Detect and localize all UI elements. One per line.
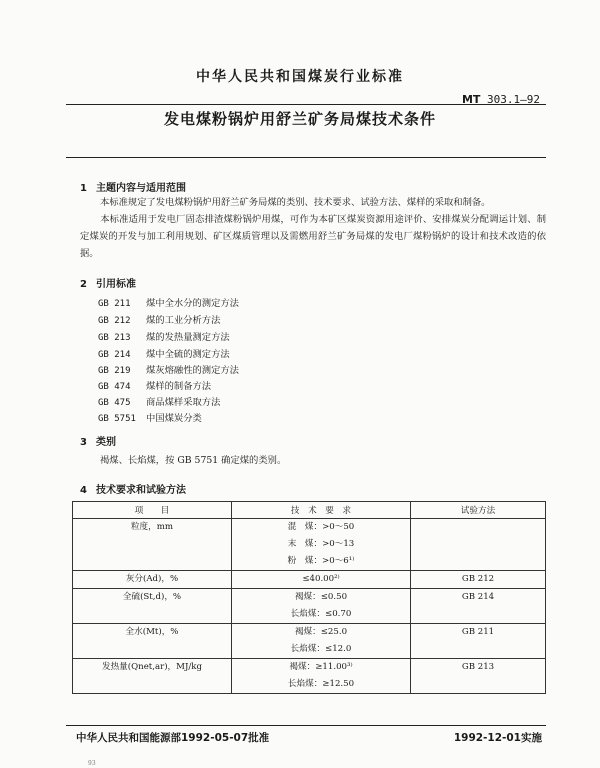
table-header-row: [73, 502, 546, 519]
table-header-requirement: 技 术 要 求: [232, 502, 411, 519]
section-4-title: 技术要求和试验方法: [96, 485, 186, 496]
reference-item: [98, 362, 239, 376]
reference-code: GB 211: [98, 299, 131, 309]
standard-code-prefix: MT: [461, 93, 481, 106]
reference-code: GB 475: [98, 398, 131, 408]
page-mark: 93: [88, 760, 96, 767]
table-cell-requirement: 褐煤：≥11.00³⁾: [289, 662, 353, 672]
section-3-text: 褐煤、长焰煤，按 GB 5751 确定煤的类别。: [100, 455, 287, 466]
reference-name: 中国煤炭分类: [146, 413, 202, 424]
reference-name: 煤的发热量测定方法: [146, 332, 230, 343]
section-4-heading: [80, 481, 186, 496]
table-cell-method: [415, 519, 541, 536]
reference-item: [98, 410, 202, 424]
technical-requirements-table: [72, 501, 546, 694]
reference-code: GB 213: [98, 333, 131, 343]
table-cell-item: 灰分(Ad)，%: [125, 574, 179, 584]
table-row: [73, 659, 546, 694]
reference-code: GB 5751: [98, 414, 136, 424]
table-cell-method: GB 212: [461, 574, 495, 584]
section-3-title: 类别: [96, 437, 116, 448]
reference-code: GB 212: [98, 316, 131, 326]
table-row: [73, 624, 546, 659]
effective-date: 1992-12-01实施: [453, 732, 542, 744]
table-cell-method: GB 214: [461, 592, 495, 602]
reference-code: GB 474: [98, 382, 131, 392]
table-cell-requirement: 粉 煤：>0～6¹⁾: [287, 556, 355, 566]
reference-item: [98, 329, 230, 343]
reference-item: [98, 346, 230, 360]
section-3-number: 3: [80, 437, 87, 448]
table-cell-requirement: 末 煤：>0～13: [287, 539, 355, 549]
reference-code: GB 214: [98, 350, 131, 360]
issuer-approval: 中华人民共和国能源部1992-05-07批准: [76, 732, 270, 744]
table-cell-item: 粒度，mm: [130, 522, 174, 532]
table-cell-requirement: 长焰煤：≤12.0: [290, 644, 352, 654]
document-title: 发电煤粉锅炉用舒兰矿务局煤技术条件: [163, 110, 436, 128]
section-1-paragraph-2-text: 本标准适用于发电厂固态排渣煤粉锅炉用煤，可作为本矿区煤炭资源用途评价、安排煤炭分配调运计划、制定煤炭的开发与加工利用规划、矿区煤质管理以及需燃用舒兰矿务局煤的发电厂煤粉锅炉的设计和技术改造的依据。: [80, 214, 546, 259]
table-cell-requirement: ≤40.00²⁾: [302, 574, 340, 584]
table-cell-item: 发热量(Qnet,ar)，MJ/kg: [101, 662, 202, 672]
header-divider: [66, 104, 546, 105]
table-cell-method: GB 213: [461, 662, 495, 672]
reference-item: [98, 312, 220, 326]
section-1-paragraph-1-text: 本标准规定了发电煤粉锅炉用舒兰矿务局煤的类别、技术要求、试验方法、煤样的采取和制备。: [100, 197, 491, 208]
table-cell-item: 全水(Mt)，%: [125, 627, 179, 637]
table-header-method: 试验方法: [411, 502, 546, 519]
table-cell-requirement: 混 煤：>0～50: [287, 522, 355, 532]
table-cell-item: 全硫(St,d)，%: [122, 592, 182, 602]
table-cell-requirement: 长焰煤：≤0.70: [290, 609, 352, 619]
section-4-number: 4: [80, 485, 87, 496]
section-1-paragraph-1: [80, 194, 546, 211]
table-cell-requirement: 长焰煤：≥12.50: [287, 679, 355, 689]
table-cell-method: GB 211: [461, 627, 495, 637]
section-1-number: 1: [80, 183, 87, 194]
reference-name: 煤灰熔融性的测定方法: [146, 365, 239, 376]
standard-code-number: 303.1—92: [487, 93, 540, 106]
reference-name: 煤中全硫的测定方法: [146, 349, 230, 360]
table-header-item: 项 目: [73, 502, 232, 519]
section-1-title: 主题内容与适用范围: [96, 183, 186, 194]
section-2-heading: [80, 275, 136, 290]
section-1-heading: [80, 179, 186, 194]
table-cell-requirement: 褐煤：≤25.0: [294, 627, 348, 637]
section-2-title: 引用标准: [96, 279, 136, 290]
section-3-heading: [80, 433, 116, 448]
reference-code: GB 219: [98, 366, 131, 376]
reference-name: 煤样的制备方法: [146, 381, 212, 392]
table-row: [73, 519, 546, 571]
reference-item: [98, 378, 211, 392]
table-cell-requirement: 褐煤：≤0.50: [294, 592, 348, 602]
table-row: [73, 571, 546, 589]
section-2-number: 2: [80, 279, 87, 290]
section-1-paragraph-2: [80, 211, 546, 262]
reference-name: 煤的工业分析方法: [146, 315, 221, 326]
reference-name: 商品煤样采取方法: [146, 397, 221, 408]
footer-divider: [66, 725, 546, 726]
standard-organization: 中华人民共和国煤炭行业标准: [196, 69, 404, 85]
table-row: [73, 589, 546, 624]
reference-name: 煤中全水分的测定方法: [146, 298, 239, 309]
reference-item: [98, 394, 220, 408]
title-divider: [66, 157, 546, 158]
reference-item: [98, 295, 239, 309]
